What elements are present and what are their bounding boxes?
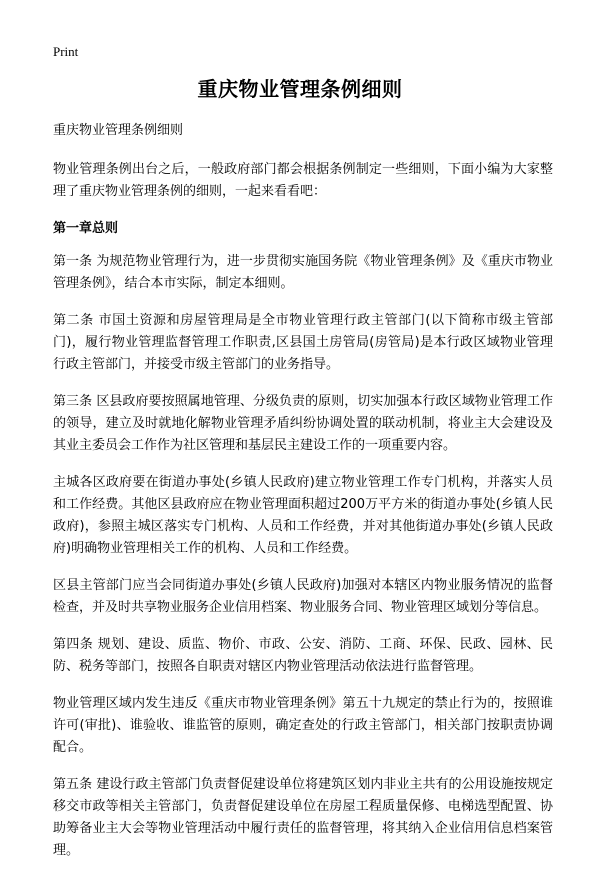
article-5: 第五条 建设行政主管部门负责督促建设单位将建筑区划内非业主共有的公用设施按规定移交市政等相关主管部门，负责督促建设单位在房屋工程质量保修、电梯选型配置、协助筹备业主大会等物业管理活动中履行责任的监督管理，将其纳入企业信用信息档案管理。	[53, 777, 553, 858]
article-3-clause-3: 区县主管部门应当会同街道办事处(乡镇人民政府)加强对本辖区内物业服务情况的监督检查，并及时共享物业服务企业信用档案、物业服务合同、物业管理区域划分等信息。	[53, 578, 553, 615]
article-1: 第一条 为规范物业管理行为，进一步贯彻实施国务院《物业管理条例》及《重庆市物业管理条例》，结合本市实际，制定本细则。	[53, 254, 553, 291]
article-3-clause-2: 主城各区政府要在街道办事处(乡镇人民政府)建立物业管理工作专门机构，并落实人员和工作经费。其他区县政府应在物业管理面积超过200万平方米的街道办事处(乡镇人民政府)，参照主城区落实专门机构、人员和工作经费，并对其他街道办事处(乡镇人民政府)明确物业管理相关工作的机构、人员和工作经费。	[53, 475, 553, 556]
article-body	[53, 120, 553, 877]
page-title: 重庆物业管理条例细则	[197, 77, 403, 101]
chapter-heading: 第一章总则	[53, 221, 119, 236]
print-link[interactable]: Print	[53, 44, 79, 59]
article-3: 第三条 区县政府要按照属地管理、分级负责的原则，切实加强本行政区域物业管理工作的领导，建立及时就地化解物业管理矛盾纠纷协调处置的联动机制，将业主大会建设及其业主委员会工作作为社区管理和基层民主建设工作的一项重要内容。	[53, 394, 553, 453]
article-2: 第二条 市国土资源和房屋管理局是全市物业管理行政主管部门(以下简称市级主管部门)，履行物业管理监督管理工作职责,区县国土房管局(房管局)是本行政区域物业管理行政主管部门，并接受市级主管部门的业务指导。	[53, 313, 553, 372]
article-4-clause-2: 物业管理区域内发生违反《重庆市物业管理条例》第五十九规定的禁止行为的，按照谁许可(审批)、谁验收、谁监管的原则，确定查处的行政主管部门，相关部门按职责协调配合。	[53, 696, 553, 755]
intro-paragraph: 物业管理条例出台之后，一般政府部门都会根据条例制定一些细则，下面小编为大家整理了重庆物业管理条例的细则，一起来看看吧：	[53, 162, 553, 199]
article-4: 第四条 规划、建设、质监、物价、市政、公安、消防、工商、环保、民政、园林、民防、税务等部门，按照各自职责对辖区内物业管理活动依法进行监督管理。	[53, 637, 553, 674]
article-subtitle: 重庆物业管理条例细则	[53, 123, 184, 138]
